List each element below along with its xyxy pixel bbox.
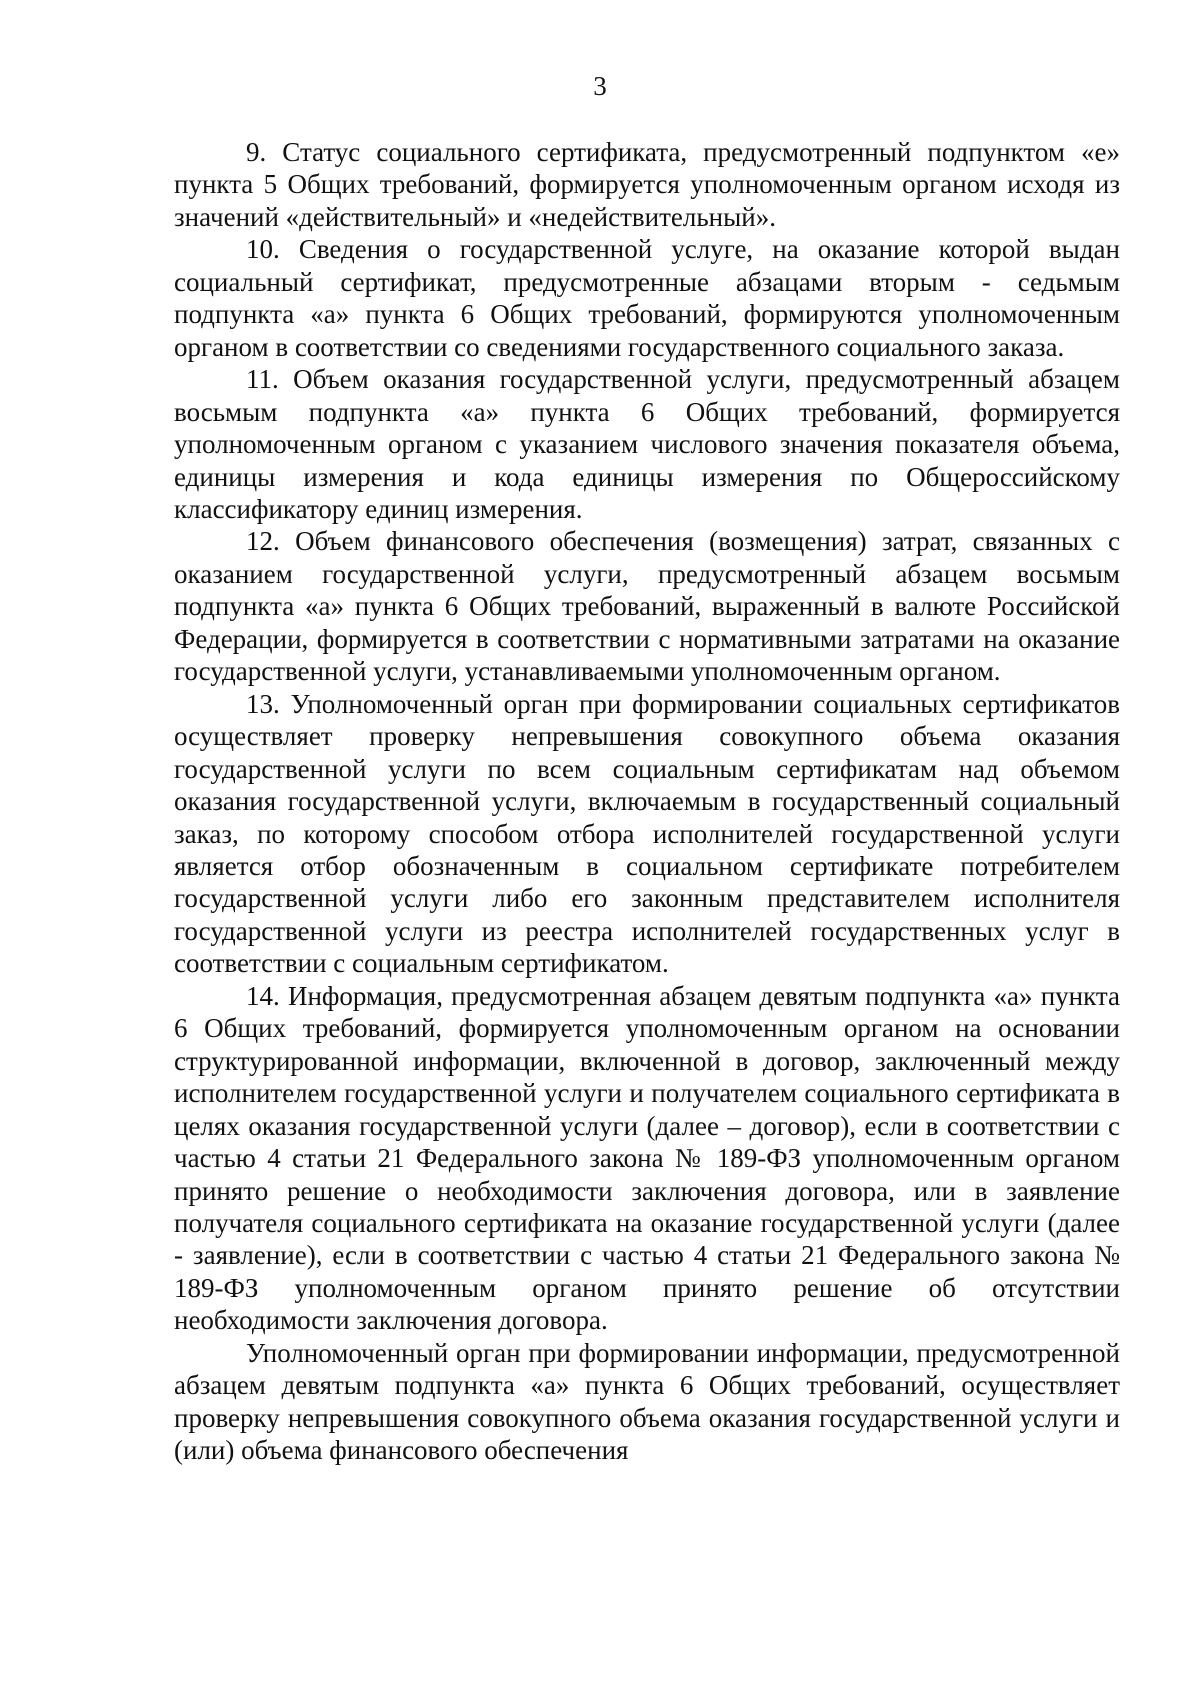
paragraph-13: 13. Уполномоченный орган при формировании социальных сертификатов осуществляет проверку непревышения совокупного объема оказания государственной услуги по всем социальным сертификатам над объемом оказания государственной услуги, включаемым в государственный социальный заказ, по которому способом отбора исполнителей государственной услуги является отбор обозначенным в социальном сертификате потребителем государственной услуги либо его законным представителем исполнителя государственной услуги из реестра исполнителей государственных услуг в соответствии с социальным сертификатом. xyxy=(174,688,1120,979)
paragraph-11: 11. Объем оказания государственной услуги, предусмотренный абзацем восьмым подпункта «а» пункта 6 Общих требований, формируется уполномоченным органом с указанием числового значения показателя объема, единицы измерения и кода единицы измерения по Общероссийскому классификатору единиц измерения. xyxy=(174,364,1120,524)
paragraph-12: 12. Объем финансового обеспечения (возмещения) затрат, связанных с оказанием государственной услуги, предусмотренный абзацем восьмым подпункта «а» пункта 6 Общих требований, выраженный в валюте Российской Федерации, формируется в соответствии с нормативными затратами на оказание государственной услуги, устанавливаемыми уполномоченным органом. xyxy=(174,526,1120,687)
paragraph-9: 9. Статус социального сертификата, предусмотренный подпунктом «е» пункта 5 Общих требований, формируется уполномоченным органом исходя из значений «действительный» и «недействительный». xyxy=(174,137,1120,232)
page-number: 3 xyxy=(593,71,607,101)
document-body xyxy=(174,136,1120,1467)
paragraph-10: 10. Сведения о государственной услуге, на оказание которой выдан социальный сертификат, предусмотренные абзацами вторым - седьмым подпункта «а» пункта 6 Общих требований, формируются уполномоченным органом в соответствии со сведениями государственного социального заказа. xyxy=(174,234,1120,362)
paragraph-14-continuation: Уполномоченный орган при формировании информации, предусмотренной абзацем девятым подпункта «а» пункта 6 Общих требований, осуществляет проверку непревышения совокупного объема оказания государственной услуги и (или) объема финансового обеспечения xyxy=(174,1337,1120,1466)
paragraph-14: 14. Информация, предусмотренная абзацем девятым подпункта «а» пункта 6 Общих требований, формируется уполномоченным органом на основании структурированной информации, включенной в договор, заключенный между исполнителем государственной услуги и получателем социального сертификата в целях оказания государственной услуги (далее – договор), если в соответствии с частью 4 статьи 21 Федерального закона № 189-ФЗ уполномоченным органом принято решение о необходимости заключения договора, или в заявление получателя социального сертификата на оказание государственной услуги (далее - заявление), если в соответствии с частью 4 статьи 21 Федерального закона № 189-ФЗ уполномоченным органом принято решение об отсутствии необходимости заключения договора. xyxy=(174,980,1120,1336)
